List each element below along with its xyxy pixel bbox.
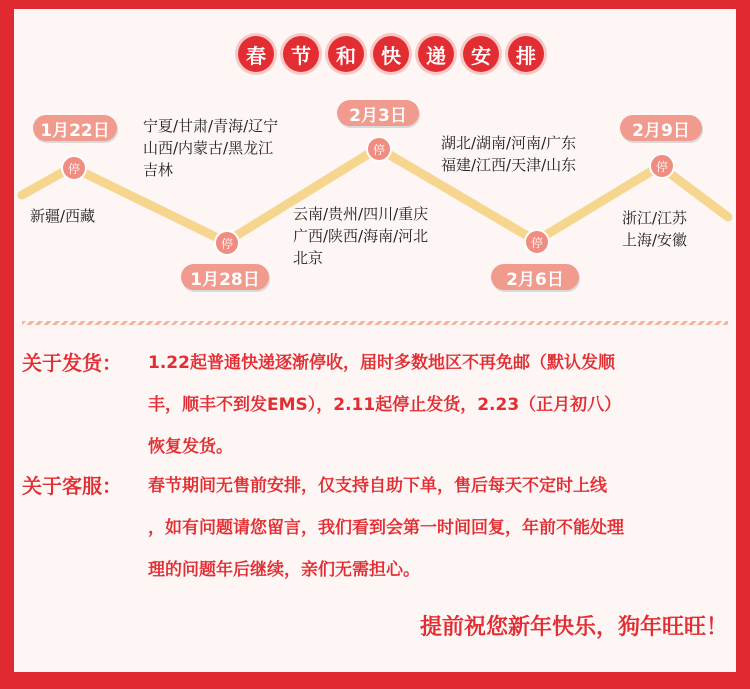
divider — [22, 321, 728, 325]
region-line: 山西/内蒙古/黑龙江 — [143, 139, 274, 157]
region-group-5 — [622, 207, 687, 251]
shipping-line: 1.22起普通快递逐渐停收，届时多数地区不再免邮（默认发顺 — [148, 353, 615, 373]
region-line: 湖北/湖南/河南/广东 — [441, 134, 577, 152]
region-line: 新疆/西藏 — [30, 207, 96, 225]
service-line: 理的问题年后继续，亲们无需担心。 — [148, 560, 420, 580]
footer-greeting: 提前祝您新年快乐，狗年旺旺！ — [419, 615, 728, 640]
date-pill-4: 2月6日 — [491, 264, 579, 290]
date-pill-3: 2月3日 — [337, 100, 419, 126]
title-char: 快 — [373, 36, 409, 72]
stop-marker: 停 — [649, 153, 675, 179]
stop-marker: 停 — [524, 229, 550, 255]
stop-marker: 停 — [366, 136, 392, 162]
date-pill-5: 2月9日 — [620, 115, 702, 141]
region-line: 宁夏/甘肃/青海/辽宁 — [143, 117, 279, 135]
region-line: 福建/江西/天津/山东 — [441, 156, 577, 174]
title-char: 春 — [238, 36, 274, 72]
shipping-heading: 关于发货： — [22, 351, 122, 375]
region-line: 吉林 — [143, 161, 174, 179]
title-char: 递 — [418, 36, 454, 72]
shipping-text — [148, 342, 728, 468]
region-group-4 — [441, 132, 576, 176]
title-char: 节 — [283, 36, 319, 72]
service-line: 春节期间无售前安排，仅支持自助下单，售后每天不定时上线 — [148, 476, 607, 496]
title-char: 和 — [328, 36, 364, 72]
title-char: 排 — [508, 36, 544, 72]
timeline-line — [0, 0, 750, 330]
shipping-line: 恢复发货。 — [148, 437, 233, 457]
date-pill-1: 1月22日 — [33, 115, 117, 141]
stop-marker: 停 — [61, 155, 87, 181]
region-group-2 — [143, 115, 278, 181]
shipping-line: 丰，顺丰不到发EMS），2.11起停止发货，2.23（正月初八） — [148, 395, 622, 415]
region-line: 云南/贵州/四川/重庆 — [293, 205, 429, 223]
service-line: ，如有问题请您留言，我们看到会第一时间回复，年前不能处理 — [148, 518, 624, 538]
region-line: 北京 — [293, 249, 324, 267]
region-group-1 — [30, 205, 95, 227]
region-line: 广西/陕西/海南/河北 — [293, 227, 429, 245]
region-line: 浙江/江苏 — [622, 209, 688, 227]
stop-marker: 停 — [214, 230, 240, 256]
date-pill-2: 1月28日 — [181, 264, 269, 290]
region-line: 上海/安徽 — [622, 231, 688, 249]
region-group-3 — [293, 203, 428, 269]
title-char: 安 — [463, 36, 499, 72]
service-heading: 关于客服： — [22, 474, 122, 498]
service-text — [148, 465, 728, 591]
